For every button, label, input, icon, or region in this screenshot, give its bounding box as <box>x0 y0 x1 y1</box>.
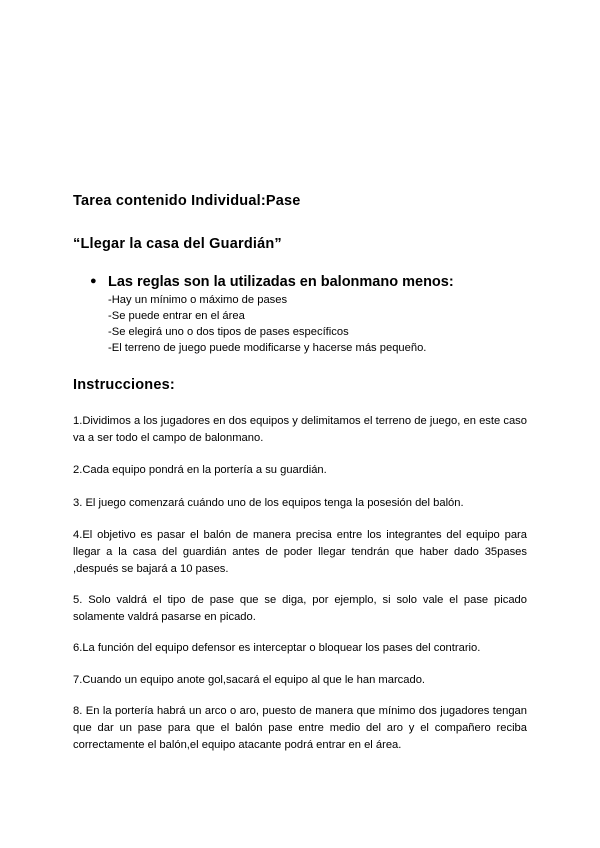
rules-list <box>108 292 426 356</box>
instruction-paragraph: 4.El objetivo es pasar el balón de manera precisa entre los integrantes del equipo para llegar a la casa del guardián antes de poder llegar tendrán que haber dado 35pases ,después se bajará a 10 pases. <box>73 529 527 575</box>
bullet-icon: ● <box>90 275 97 287</box>
document-subtitle: “Llegar la casa del Guardián” <box>73 236 282 252</box>
instruction-paragraph: 6.La función del equipo defensor es interceptar o bloquear los pases del contrario. <box>73 642 481 654</box>
instruction-paragraph: 5. Solo valdrá el tipo de pase que se diga, por ejemplo, si solo vale el pase picado solamente valdrá pasarse en picado. <box>73 594 527 623</box>
instruction-paragraph: 1.Dividimos a los jugadores en dos equipos y delimitamos el terreno de juego, en este caso va a ser todo el campo de balonmano. <box>73 415 527 444</box>
instruction-paragraph: 8. En la portería habrá un arco o aro, puesto de manera que mínimo dos jugadores tengan que dar un pase para que el balón pase entre medio del aro y el compañero reciba correctamente el balón,el equipo atacante podrá entrar en el área. <box>73 705 527 751</box>
instruction-paragraph: 7.Cuando un equipo anote gol,sacará el equipo al que le han marcado. <box>73 674 426 686</box>
list-item: -El terreno de juego puede modificarse y hacerse más pequeño. <box>108 342 427 354</box>
list-item: -Se puede entrar en el área <box>108 310 245 322</box>
document-title: Tarea contenido Individual:Pase <box>73 193 301 209</box>
list-item: -Hay un mínimo o máximo de pases <box>108 294 288 306</box>
rules-heading-text: Las reglas son la utilizadas en balonmano menos: <box>108 274 454 290</box>
rules-heading <box>90 274 454 290</box>
instructions-heading: Instrucciones: <box>73 377 175 393</box>
instruction-paragraph: 3. El juego comenzará cuándo uno de los equipos tenga la posesión del balón. <box>73 497 464 509</box>
instruction-paragraph: 2.Cada equipo pondrá en la portería a su guardián. <box>73 464 327 476</box>
list-item: -Se elegirá uno o dos tipos de pases específicos <box>108 326 349 338</box>
